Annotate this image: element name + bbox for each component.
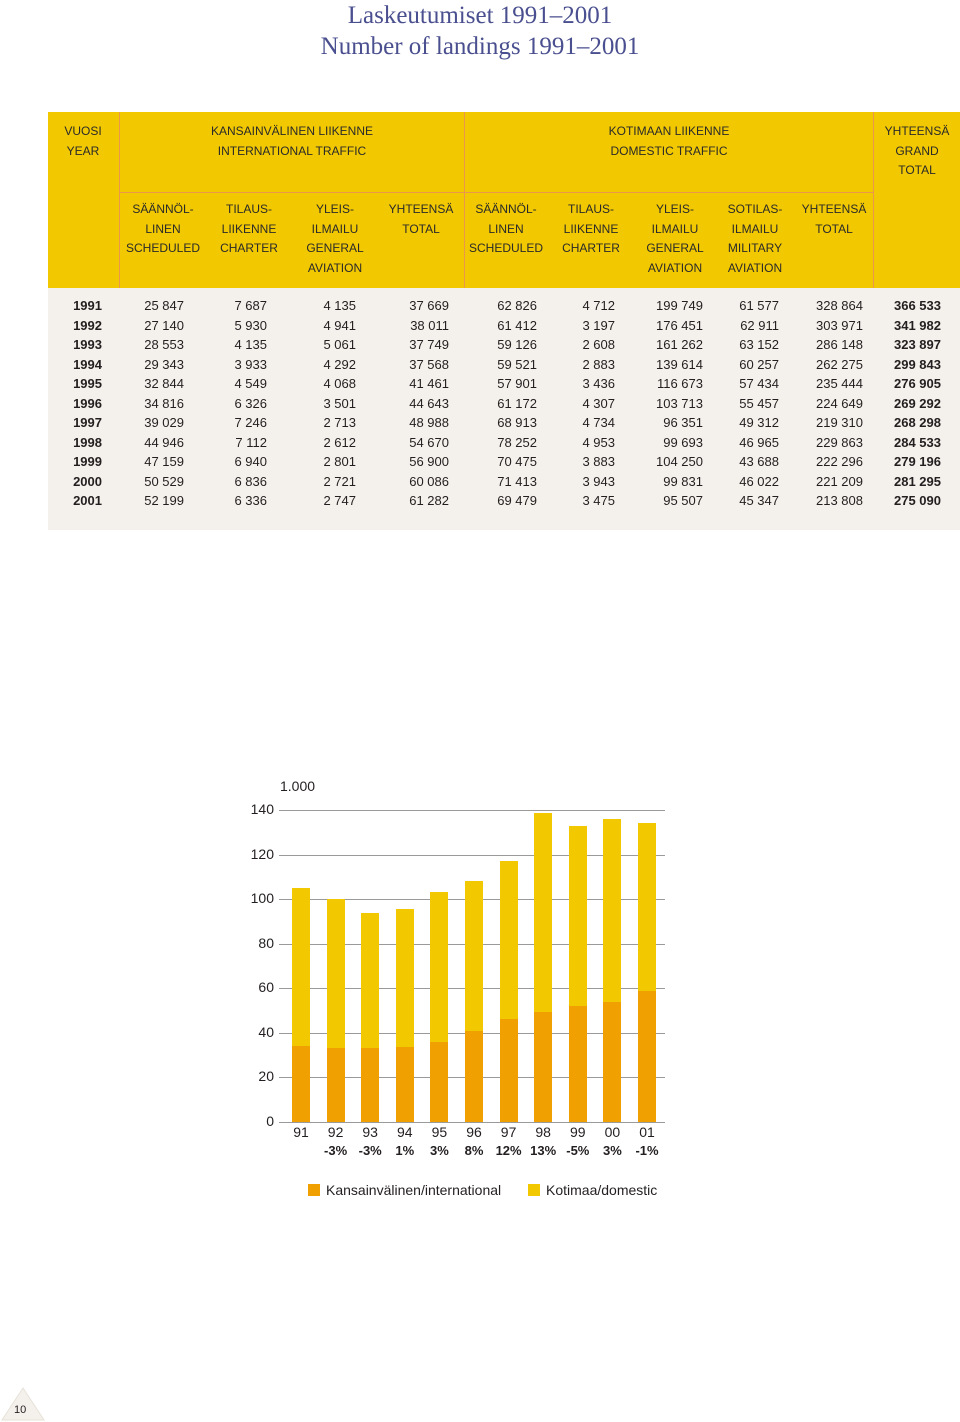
subheader-dom-charter: TILAUS- LIIKENNE CHARTER [562,202,620,255]
y-tick-label: 140 [250,801,274,817]
bar-domestic [465,881,483,1030]
bar-international [638,991,656,1122]
change-label: -3% [324,1143,348,1158]
change-label: 3% [602,1143,622,1158]
change-label: 13% [530,1143,557,1158]
bar-domestic [638,823,656,990]
bar-international [465,1031,483,1122]
bar-domestic [569,826,587,1007]
bar-domestic [500,861,518,1019]
bar-domestic [396,909,414,1047]
column-int-general: 4 135 4 941 5 061 4 292 4 068 3 501 2 713 2 612 2 801 2 721 2 747 [323,298,356,508]
bar-international [430,1042,448,1122]
subheader-int-charter: TILAUS- LIIKENNE CHARTER [220,202,278,255]
bar-international [500,1019,518,1122]
header-domestic: KOTIMAAN LIIKENNE DOMESTIC TRAFFIC [608,124,730,158]
x-tick-label: 99 [570,1124,586,1140]
legend-swatch-domestic [528,1184,540,1196]
x-tick-label: 93 [362,1124,378,1140]
header-international: KANSAINVÄLINEN LIIKENNE INTERNATIONAL TRAFFIC [210,124,374,158]
column-int-scheduled: 25 847 27 140 28 553 29 343 32 844 34 816 39 029 44 946 47 159 50 529 52 199 [144,298,184,508]
legend-swatch-international [308,1184,320,1196]
x-tick-label: 91 [293,1124,309,1140]
column-dom-military: 61 577 62 911 63 152 60 257 57 434 55 457 49 312 46 965 43 688 46 022 45 347 [739,298,779,508]
subheader-int-general: YLEIS- ILMAILU GENERAL AVIATION [306,202,364,275]
subheader-dom-total: YHTEENSÄ TOTAL [801,202,867,236]
subheader-int-scheduled: SÄÄNNÖL- LINEN SCHEDULED [125,202,200,255]
y-tick-label: 120 [250,845,274,862]
bar-international [327,1048,345,1122]
subheader-dom-military: SOTILAS- ILMAILU MILITARY AVIATION [727,202,783,275]
bar-domestic [430,892,448,1041]
bar-international [361,1048,379,1122]
column-int-charter: 7 687 5 930 4 135 3 933 4 549 6 326 7 246 7 112 6 940 6 836 6 336 [234,298,267,508]
y-tick-label: 20 [258,1068,274,1085]
bar-domestic [534,813,552,1011]
bar-domestic [292,888,310,1046]
header-divider [119,192,873,193]
y-tick-label: 80 [258,934,274,951]
gridline [279,810,665,811]
change-label: 1% [395,1143,415,1158]
page-number: 10 [14,1404,27,1416]
bar-domestic [361,913,379,1049]
column-dom-total: 328 864 303 971 286 148 262 275 235 444 224 649 219 310 229 863 222 296 221 209 213 808 [816,298,863,508]
change-label: 8% [464,1143,484,1158]
column-dom-charter: 4 712 3 197 2 608 2 883 3 436 4 307 4 734 4 953 3 883 3 943 3 475 [582,298,615,508]
bar-international [396,1047,414,1122]
change-label: -1% [635,1143,659,1158]
bar-international [534,1012,552,1122]
x-tick-label: 96 [466,1124,482,1140]
x-tick-label: 94 [397,1124,413,1140]
y-tick-label: 100 [250,890,274,907]
change-label: -3% [358,1143,382,1158]
page-title-en: Number of landings 1991–2001 [320,33,640,60]
change-label: 12% [495,1143,522,1158]
subheader-int-total: YHTEENSÄ TOTAL [388,202,454,236]
header-year: VUOSI YEAR [64,124,102,158]
page-title-fi: Laskeutumiset 1991–2001 [347,2,613,29]
y-tick-label: 60 [258,979,274,996]
chart-unit-label: 1.000 [280,778,316,794]
legend-label-international: Kansainvälinen/international [326,1182,502,1198]
column-dom-scheduled: 62 826 61 412 59 126 59 521 57 901 61 172 68 913 78 252 70 475 71 413 69 479 [497,298,537,508]
change-label: 3% [429,1143,449,1158]
subheader-dom-scheduled: SÄÄNNÖL- LINEN SCHEDULED [468,202,543,255]
column-grand-total: 366 533 341 982 323 897 299 843 276 905 269 292 268 298 284 533 279 196 281 295 275 090 [894,298,941,508]
bar-international [603,1002,621,1122]
gridline [279,1122,665,1123]
y-tick-label: 0 [266,1113,274,1129]
legend-label-domestic: Kotimaa/domestic [546,1182,658,1198]
bar-international [292,1046,310,1122]
column-dom-general: 199 749 176 451 161 262 139 614 116 673 103 713 96 351 99 693 104 250 99 831 95 507 [656,298,703,508]
header-grand-total: YHTEENSÄ GRAND TOTAL [884,124,950,177]
x-tick-label: 00 [604,1124,621,1140]
bar-domestic [327,899,345,1048]
x-tick-label: 92 [327,1124,344,1140]
y-tick-label: 40 [258,1023,274,1040]
x-tick-label: 97 [500,1124,517,1140]
bar-international [569,1006,587,1122]
subheader-dom-general: YLEIS- ILMAILU GENERAL AVIATION [646,202,704,275]
x-tick-label: 95 [431,1124,448,1140]
x-tick-label: 98 [535,1124,551,1140]
column-year: 1991 1992 1993 1994 1995 1996 1997 1998 1999 2000 2001 [73,298,102,508]
change-label: -5% [566,1143,590,1158]
bar-domestic [603,819,621,1002]
x-tick-label: 01 [639,1124,655,1140]
column-int-total: 37 669 38 011 37 749 37 568 41 461 44 643 48 988 54 670 56 900 60 086 61 282 [409,298,449,508]
